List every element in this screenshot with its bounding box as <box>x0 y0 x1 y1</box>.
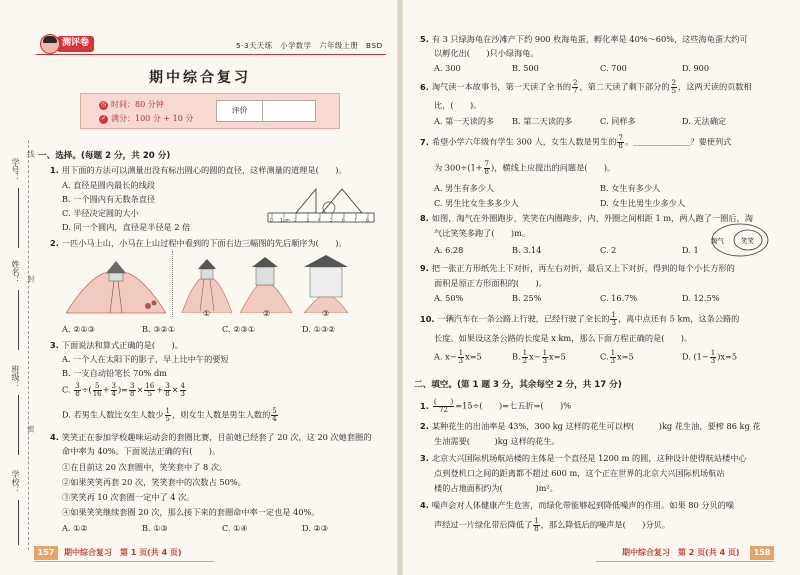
binding-side <box>6 150 36 550</box>
header-info: 5·3天天练 小学数学 六年级上册 BSD <box>236 41 383 50</box>
pic-label-1: ① <box>203 308 211 318</box>
q4-option-c: C. ①④ <box>222 523 248 533</box>
ruler-num-0: 0 <box>270 218 273 224</box>
fill-question-2: 2. 某种花生的出油率是 43%，300 kg 这样的花生可以榨( )kg 花生油，要榨 86 kg 花 <box>420 421 761 431</box>
pavilion-figure-1 <box>178 255 236 313</box>
fill-question-2-line-2: 生油需要( )kg 这样的花生。 <box>434 436 560 446</box>
fill-question-4: 4. 噪声会对人体健康产生危害，而绿化带能够起到降低噪声的作用。如果 80 分贝的噪 <box>420 500 734 510</box>
q6-option-a: A. 第一天读的多 <box>434 116 495 126</box>
question-7: 7. 希望小学六年级有学生 300 人，女生人数是男生的 $\frac{7}{8}$ 。＿＿＿＿＿＿＿？要使列式 <box>420 134 732 150</box>
side-label-name: 姓名： <box>11 260 20 284</box>
q1-option-b: B. 一个圆内有无数条直径 <box>62 194 156 204</box>
q2-option-d: D. ①③② <box>302 324 336 334</box>
side-underline <box>18 500 19 545</box>
q5-option-c: C. 700 <box>600 63 627 73</box>
question-8: 8. 如图，淘气在外圈跑步，笑笑在内圈跑步，内、外圈之间相距 1 m，两人跑了一圈后，淘 <box>420 213 753 223</box>
question-4: 4. 笑笑正在参加学校趣味运动会的套圈比赛，目前她已经套了 20 次，这 20 次她套圈的 <box>50 432 372 442</box>
mascot-icon <box>40 34 60 54</box>
side-label-class: 班级： <box>11 365 20 389</box>
time-line <box>99 100 164 110</box>
side-underline <box>18 395 19 455</box>
side-underline <box>18 290 19 350</box>
check-icon: ✓ <box>100 115 107 123</box>
q8-option-a: A. 6.28 <box>434 245 464 255</box>
q5-option-d: D. 900 <box>682 63 710 73</box>
q3-option-c: C. $\frac{3}{8}$ ÷( $\frac{5}{16}$ + $\frac{3}{4}$ )= $\frac{3}{8}$ × $\frac{16}{5}$ + $\frac{3}{8}$ × $\frac{4}{3}$ <box>62 382 185 398</box>
footer-right: 期中综合复习 第 2 页(共 4 页) <box>622 548 740 557</box>
track-label-xiaoxiao: 笑笑 <box>741 237 754 245</box>
score-line <box>99 114 193 124</box>
ruler-num-4: 4 <box>318 218 321 224</box>
q1-option-d: D. 同一个圆内，直径是半径是 2 倍 <box>62 222 191 232</box>
q4-option-a: A. ①② <box>62 523 88 533</box>
page-number-right: 158 <box>750 546 774 560</box>
right-page <box>400 0 800 575</box>
q6-option-c: C. 同样多 <box>600 116 636 126</box>
fill-question-1: 1. $\frac{( )}{72}$ =15÷( )=七五折=( )% <box>420 398 572 414</box>
clock-icon: ◷ <box>100 101 107 109</box>
question-2: 2. 一匹小马上山，小马在上山过程中看到的下面右边三幅图的先后顺序为( )。 <box>50 238 347 248</box>
fill-question-3: 3. 北京大兴国际机场航站楼的主体是一个直径是 1200 m 的圆，这种设计使得航站楼中心 <box>420 453 747 463</box>
q10-option-d: D. (1− $\frac{1}{3}$ )x=5 <box>682 349 738 365</box>
question-7-line-2: 为 300÷(1+ $\frac{7}{8}$ )，横线上应提出的问题是( )。 <box>434 160 616 176</box>
figure-separator <box>172 251 173 317</box>
fill-question-3-line-2: 点到登机口之间的距离都不超过 600 m，这个正在世界的北京大兴国际机场航站 <box>434 468 725 478</box>
side-mark-seal: 封 <box>26 275 36 283</box>
question-3: 3. 下面说法和算式正确的是( )。 <box>50 340 183 350</box>
question-10: 10. 一辆汽车在一条公路上行驶，已经行驶了全长的 $\frac{1}{3}$ ，离中点还有 5 km，这条公路的 <box>420 311 740 327</box>
q5-option-a: A. 300 <box>434 63 461 73</box>
q4-item-2: ②如果笑笑再套 20 次，笑笑套中的次数占 50%。 <box>62 477 246 487</box>
side-label-school: 学校： <box>11 470 20 494</box>
q8-option-c: C. 2 <box>600 245 617 255</box>
q7-option-b: B. 女生有多少人 <box>600 183 661 193</box>
mountain-pavilion-big-figure <box>66 251 166 317</box>
question-5-line-2: 以孵化出( )只小绿海龟。 <box>434 48 539 58</box>
question-9-line-2: 面积是原正方形面积的( )。 <box>434 278 547 288</box>
footer-rule-left <box>34 561 214 562</box>
q3-option-d: D. 若男生人数比女生人数少 $\frac{1}{5}$ ，则女生人数是男生人数的 $\frac{5}{4}$ <box>62 407 277 423</box>
q10-option-c: C. $\frac{1}{3}$ x=5 <box>600 349 634 365</box>
page-number-left: 157 <box>34 546 58 560</box>
ruler-num-5: 5 <box>330 218 333 224</box>
header-rule <box>36 54 386 55</box>
page-title: 期中综合复习 <box>149 70 251 86</box>
brand-logo <box>40 34 100 54</box>
ruler-num-2: 2 <box>294 218 297 224</box>
ruler-num-3: 3 <box>306 218 309 224</box>
ruler-num-1: 1cm <box>280 218 290 224</box>
q7-option-d: D. 女生比男生少多少人 <box>600 198 686 208</box>
fill-question-3-line-3: 楼的占地面积约为( )m²。 <box>434 483 558 493</box>
section-title-choice: 一、选择。(每题 2 分，共 20 分) <box>38 151 171 161</box>
question-6: 6. 淘气读一本故事书，第一天读了全书的 $\frac{2}{7}$ ，第二天读了剩下部分的 $\frac{2}{5}$ ，这两天读的页数相 <box>420 79 752 95</box>
q4-item-4: ④如果笑笑继续套圈 20 次，那么接下来的套圈命中率一定也是 40%。 <box>62 507 320 517</box>
q4-option-b: B. ①③ <box>142 523 168 533</box>
q4-item-1: ①在目前这 20 次套圈中，笑笑套中了 8 次。 <box>62 462 228 472</box>
q9-option-b: B. 25% <box>512 293 542 303</box>
section-title-fill: 二、填空。(第 1 题 3 分，其余每空 2 分，共 17 分) <box>414 380 622 390</box>
q2-option-a: A. ②①③ <box>62 324 96 334</box>
question-5: 5. 有 3 只绿海龟在沙滩产下约 900 枚海龟蛋，孵化率是 40%～60%，这些海龟蛋大约可 <box>420 34 748 44</box>
q4-item-3: ③笑笑再 10 次套圈一定中了 4 次。 <box>62 492 195 502</box>
q10-option-a: A. x− $\frac{1}{3}$ x=5 <box>434 349 482 365</box>
score-label: 满分：100 分 + 10 分 <box>111 114 194 123</box>
binding-dash-line <box>28 140 29 550</box>
q9-option-c: C. 16.7% <box>600 293 638 303</box>
q7-option-c: C. 男生比女生多多少人 <box>434 198 519 208</box>
q3-option-b: B. 一支自动铅笔长 70% dm <box>62 368 167 378</box>
side-mark-secret: 密 <box>26 425 36 433</box>
question-10-line-2: 长度。如果设这条公路的长度是 x km，那么下面方程正确的是( )。 <box>434 333 693 343</box>
q6-option-b: B. 第二天读的多 <box>512 116 573 126</box>
pavilion-figure-3 <box>296 253 356 313</box>
q7-option-a: A. 男生有多少人 <box>434 183 495 193</box>
eval-label: 评价 <box>217 101 263 121</box>
question-9: 9. 把一张正方形纸先上下对折，再左右对折，最后又上下对折，得到的每个小长方形的 <box>420 263 735 273</box>
q9-option-d: D. 12.5% <box>682 293 720 303</box>
q10-option-b: B. $\frac{1}{2}$ x− $\frac{1}{3}$ x=5 <box>512 349 566 365</box>
q9-option-a: A. 50% <box>434 293 464 303</box>
pavilion-figure-2 <box>238 255 294 313</box>
time-label: 时间：80 分钟 <box>111 100 164 109</box>
footer-rule-right <box>596 561 774 562</box>
q5-option-b: B. 500 <box>512 63 539 73</box>
ruler-num-8: 8 <box>366 218 369 224</box>
logo-text: 测评卷 <box>57 36 94 51</box>
side-mark-line: 线 <box>26 150 36 158</box>
running-track-figure <box>710 222 770 258</box>
q2-option-b: B. ③②① <box>142 324 176 334</box>
q6-option-d: D. 无法确定 <box>682 116 727 126</box>
question-6-line-2: 比，( )。 <box>434 100 482 110</box>
q1-option-a: A. 直径是圆内最长的线段 <box>62 180 155 190</box>
q1-option-c: C. 半径决定圆的大小 <box>62 208 139 218</box>
ruler-num-7: 7 <box>354 218 357 224</box>
fill-question-4-line-2: 声经过一片绿化带后降低了 $\frac{1}{8}$ ，那么降低后的噪声是( )分贝。 <box>434 517 670 533</box>
side-label-student-id: 学号： <box>11 158 20 182</box>
track-label-taoqi: 淘气 <box>711 237 724 245</box>
question-1: 1. 用下面的方法可以测量出没有标出圆心的圆的直径，这样测量的道理是( )。 <box>50 165 347 175</box>
question-4-line-2: 命中率为 40%。下面说法正确的有( )。 <box>62 446 221 456</box>
eval-field[interactable] <box>263 101 315 121</box>
info-box <box>80 93 340 129</box>
q8-option-d: D. 1 <box>682 245 699 255</box>
eval-box <box>216 100 316 122</box>
q2-option-c: C. ②③① <box>222 324 256 334</box>
q3-option-a: A. 一个人在太阳下的影子，早上比中午的要短 <box>62 354 229 364</box>
side-underline <box>18 188 19 248</box>
pic-label-3: ③ <box>322 308 330 318</box>
ruler-num-6: 6 <box>342 218 345 224</box>
question-8-line-2: 气比笑笑多跑了( )m。 <box>434 228 531 238</box>
triangle-ruler-figure <box>266 185 378 225</box>
q4-option-d: D. ②③ <box>302 523 329 533</box>
pic-label-2: ② <box>263 308 271 318</box>
footer-left: 期中综合复习 第 1 页(共 4 页) <box>64 548 182 557</box>
q8-option-b: B. 3.14 <box>512 245 542 255</box>
